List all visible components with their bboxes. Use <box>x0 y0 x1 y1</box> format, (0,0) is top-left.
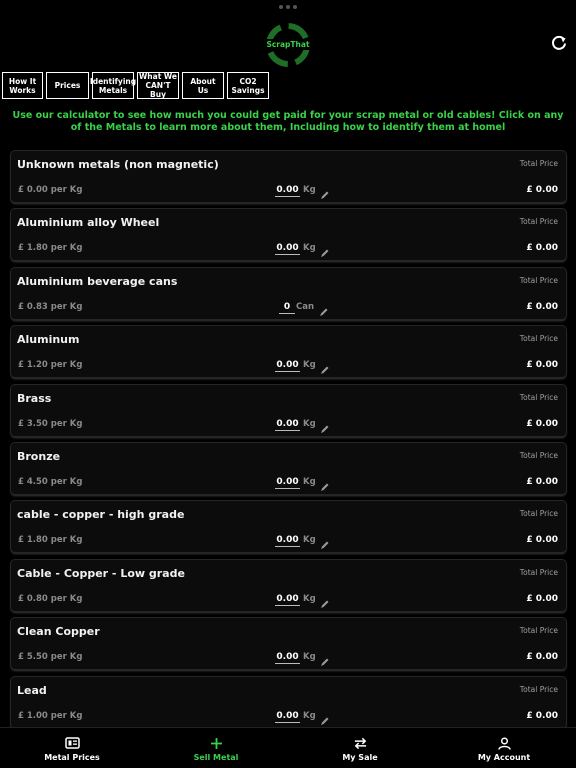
metal-card[interactable] <box>11 385 566 436</box>
nav-my-account[interactable] <box>432 728 576 768</box>
total-price-label: Total Price <box>519 567 558 577</box>
metal-name: Cable - Copper - Low grade <box>17 566 185 580</box>
edit-pencil-icon[interactable] <box>320 652 330 662</box>
total-price-label: Total Price <box>519 392 558 402</box>
total-price-label: Total Price <box>519 275 558 285</box>
total-price-value: £ 0.00 <box>526 535 558 546</box>
top-tabs <box>2 72 269 99</box>
total-price-value: £ 0.00 <box>526 652 558 663</box>
metal-card[interactable] <box>11 618 566 669</box>
metal-rate: £ 4.50 per Kg <box>18 476 83 487</box>
metal-rate: £ 0.83 per Kg <box>18 301 83 312</box>
quantity-input[interactable]: 0.00 <box>276 652 299 663</box>
metal-rate: £ 1.80 per Kg <box>18 535 83 546</box>
quantity-input[interactable]: 0.00 <box>276 360 299 371</box>
metal-rate: £ 1.00 per Kg <box>18 710 83 721</box>
total-price-value: £ 0.00 <box>526 418 558 429</box>
total-price-value: £ 0.00 <box>526 360 558 371</box>
metal-name: cable - copper - high grade <box>17 508 185 522</box>
total-price-value: £ 0.00 <box>526 476 558 487</box>
total-price-label: Total Price <box>519 450 558 460</box>
metal-card[interactable] <box>11 443 566 494</box>
metal-rate: £ 0.00 per Kg <box>18 185 83 195</box>
quantity-unit: Kg <box>303 476 316 487</box>
quantity-input[interactable]: 0.00 <box>276 535 299 546</box>
nav-label: Metal Prices <box>44 753 100 762</box>
edit-pencil-icon[interactable] <box>319 302 329 312</box>
quantity-unit: Kg <box>303 652 316 663</box>
metal-card[interactable] <box>11 326 566 377</box>
intro-text: Use our calculator to see how much you could get paid for your scrap metal or old cables! Click on any of the Metals to learn more about them, Including how to identify them at homel <box>12 110 564 133</box>
edit-pencil-icon[interactable] <box>320 243 330 253</box>
quantity-unit: Kg <box>303 185 316 195</box>
refresh-icon[interactable] <box>550 34 568 52</box>
tab-identifying-metals[interactable]: Identifying Metals <box>92 72 134 99</box>
metal-rate: £ 0.80 per Kg <box>18 593 83 604</box>
tab-about-us[interactable]: About Us <box>182 72 224 99</box>
tab-prices[interactable]: Prices <box>46 72 89 99</box>
edit-pencil-icon[interactable] <box>320 535 330 545</box>
nav-metal-prices[interactable] <box>0 728 144 768</box>
total-price-label: Total Price <box>519 159 558 168</box>
metal-card[interactable] <box>11 268 566 319</box>
total-price-label: Total Price <box>519 217 558 227</box>
tab-co2-savings[interactable]: CO2 Savings <box>227 72 269 99</box>
metal-name: Aluminium alloy Wheel <box>17 216 160 230</box>
status-dots <box>279 5 297 9</box>
metal-card[interactable] <box>11 209 566 260</box>
metal-name: Aluminum <box>17 333 80 347</box>
quantity-unit: Can <box>296 301 315 312</box>
metal-name: Aluminium beverage cans <box>17 274 178 288</box>
total-price-label: Total Price <box>519 626 558 636</box>
bottom-nav <box>0 727 576 768</box>
tab-how-it-works[interactable]: How It Works <box>2 72 43 99</box>
nav-label: My Sale <box>342 753 378 762</box>
quantity-input[interactable]: 0.00 <box>276 710 299 721</box>
total-price-value: £ 0.00 <box>526 243 558 254</box>
nav-my-sale[interactable] <box>288 728 432 768</box>
quantity-input[interactable]: 0.00 <box>276 593 299 604</box>
quantity-input[interactable]: 0 <box>279 302 295 314</box>
metal-rate: £ 3.50 per Kg <box>18 418 83 429</box>
edit-pencil-icon[interactable] <box>320 360 330 370</box>
metal-name: Clean Copper <box>17 625 100 639</box>
total-price-label: Total Price <box>519 334 558 344</box>
total-price-value: £ 0.00 <box>526 185 558 195</box>
quantity-unit: Kg <box>303 243 316 254</box>
nav-label: My Account <box>477 753 531 762</box>
quantity-input[interactable]: 0.00 <box>276 185 299 195</box>
price-tag-icon <box>65 736 80 750</box>
quantity-input[interactable]: 0.00 <box>276 476 299 487</box>
swap-arrows-icon <box>353 736 368 750</box>
metal-name: Lead <box>17 683 47 697</box>
logo-text: ScrapThat <box>266 40 310 49</box>
plus-icon <box>209 736 224 750</box>
quantity-unit: Kg <box>303 360 316 371</box>
edit-pencil-icon[interactable] <box>320 419 330 429</box>
metal-card[interactable] <box>11 151 566 202</box>
total-price-label: Total Price <box>519 684 558 694</box>
metal-name: Brass <box>17 391 52 405</box>
quantity-unit: Kg <box>303 710 316 721</box>
quantity-unit: Kg <box>303 535 316 546</box>
metal-card[interactable] <box>11 560 566 611</box>
metal-name: Unknown metals (non magnetic) <box>17 158 219 171</box>
metal-rate: £ 1.20 per Kg <box>18 360 83 371</box>
edit-pencil-icon[interactable] <box>320 185 330 195</box>
metal-name: Bronze <box>17 449 61 463</box>
quantity-unit: Kg <box>303 593 316 604</box>
metal-card[interactable] <box>11 677 566 728</box>
total-price-value: £ 0.00 <box>526 593 558 604</box>
total-price-value: £ 0.00 <box>526 710 558 721</box>
edit-pencil-icon[interactable] <box>320 711 330 721</box>
nav-label: Sell Metal <box>193 753 239 762</box>
nav-sell-metal[interactable] <box>144 728 288 768</box>
total-price-value: £ 0.00 <box>526 301 558 312</box>
user-icon <box>497 736 512 750</box>
metal-price-list <box>11 151 566 735</box>
metal-rate: £ 5.50 per Kg <box>18 652 83 663</box>
quantity-input[interactable]: 0.00 <box>276 418 299 429</box>
scrapthat-logo <box>263 22 313 68</box>
total-price-label: Total Price <box>519 509 558 519</box>
metal-rate: £ 1.80 per Kg <box>18 243 83 254</box>
edit-pencil-icon[interactable] <box>320 477 330 487</box>
quantity-unit: Kg <box>303 418 316 429</box>
edit-pencil-icon[interactable] <box>320 594 330 604</box>
tab-what-we-cant-buy[interactable]: What We CAN'T Buy <box>137 72 179 99</box>
quantity-input[interactable]: 0.00 <box>276 243 299 254</box>
metal-card[interactable] <box>11 501 566 552</box>
